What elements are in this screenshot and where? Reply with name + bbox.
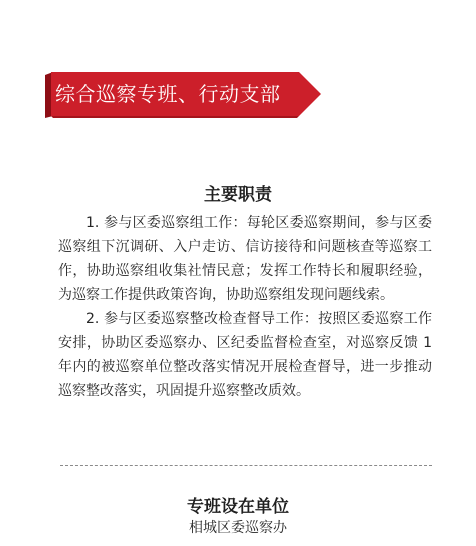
duties-heading: 主要职责 <box>204 185 272 205</box>
section-divider <box>60 465 432 466</box>
section-banner <box>45 72 323 118</box>
unit-name: 相城区委巡察办 <box>189 520 287 536</box>
unit-heading: 专班设在单位 <box>187 497 289 517</box>
banner-title: 综合巡察专班、行动支部 <box>55 82 281 106</box>
duty-paragraph-2: 2. 参与区委巡察整改检查督导工作：按照区委巡察工作安排，协助区委巡察办、区纪委监督检查室，对巡察反馈 1 年内的被巡察单位整改落实情况开展检查督导，进一步推动巡察整改落实，巩固提升巡察整改质效。 <box>58 311 432 399</box>
duties-body <box>58 211 432 403</box>
duty-paragraph-1: 1. 参与区委巡察组工作：每轮区委巡察期间，参与区委巡察组下沉调研、入户走访、信访接待和问题核查等巡察工作，协助巡察组收集社情民意；发挥工作特长和履职经验，为巡察工作提供政策咨询，协助巡察组发现问题线索。 <box>58 215 432 303</box>
